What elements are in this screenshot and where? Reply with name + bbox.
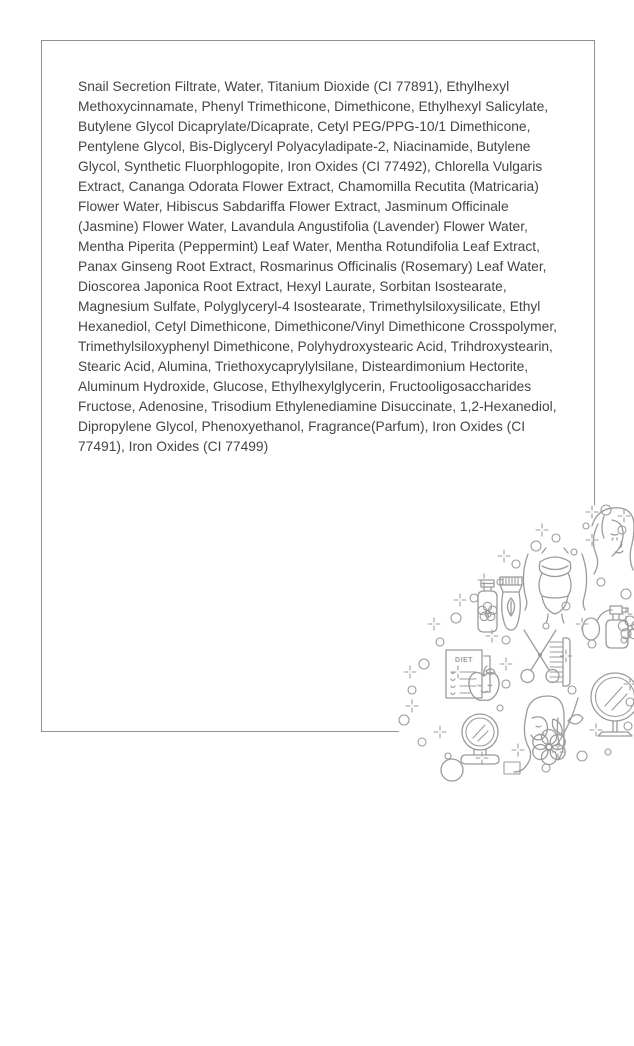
beauty-icons-illustration	[396, 494, 634, 1046]
ingredients-text: Snail Secretion Filtrate, Water, Titanium Dioxide (CI 77891), Ethylhexyl Methoxycinnamate, Phenyl Trimethicone, Dimethicone, Ethylhexyl Salicylate, Butylene Glycol Dicaprylate/Dicaprate, Cetyl PEG/PPG-10/1 Dimethicone, Pentylene Glycol, Bis-Diglyceryl Polyacyladipate-2, Niacinamide, Butylene Glycol, Synthetic Fluorphlogopite, Iron Oxides (CI 77492), Chlorella Vulgaris Extract, Cananga Odorata Flower Extract, Chamomilla Recutita (Matricaria) Flower Water, Hibiscus Sabdariffa Flower Extract, Jasminum Officinale (Jasmine) Flower Water, Lavandula Angustifolia (Lavender) Flower Water, Mentha Piperita (Peppermint) Leaf Water, Mentha Rotundifolia Leaf Extract, Panax Ginseng Root Extract, Rosmarinus Officinalis (Rosemary) Leaf Water, Dioscorea Japonica Root Extract, Hexyl Laurate, Sorbitan Isostearate, Magnesium Sulfate, Polyglyceryl-4 Isostearate, Trimethylsiloxysilicate, Ethyl Hexanediol, Cetyl Dimethicone, Dimethicone/Vinyl Dimethicone Crosspolymer, Trimethylsiloxyphenyl Dimethicone, Polyhydroxystearic Acid, Trihdroxystearin, Stearic Acid, Alumina, Triethoxycaprylylsilane, Disteardimonium Hectorite, Aluminum Hydroxide, Glucose, Ethylhexylglycerin, Fructooligosaccharides Fructose, Adenosine, Trisodium Ethylenediamine Disuccinate, 1,2-Hexanediol, Dipropylene Glycol, Phenoxyethanol, Fragrance(Parfum), Iron Oxides (CI 77491), Iron Oxides (CI 77499)	[78, 77, 558, 457]
diet-label: DIET	[455, 657, 473, 664]
